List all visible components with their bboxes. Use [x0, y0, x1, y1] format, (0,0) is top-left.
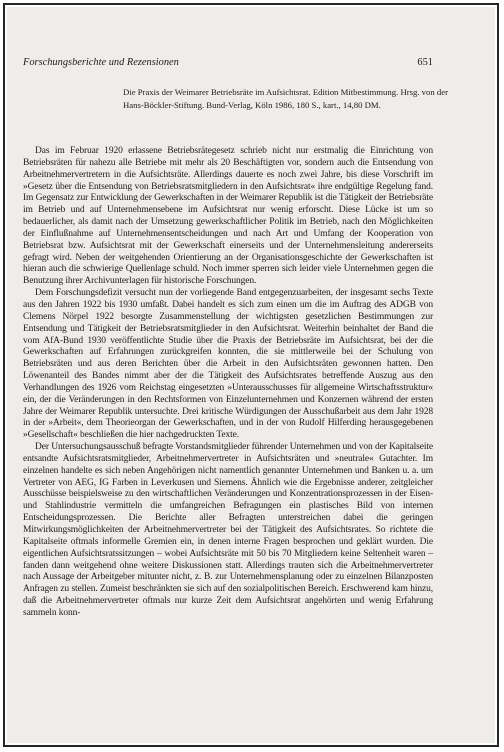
reviewed-book-reference: Die Praxis der Weimarer Betriebsräte im Aufsichtsrat. Edition Mitbestimmung. Hrsg. von der Hans-Böckler-Stiftung. Bund-Verlag, Köln 1986, 180 S., kart., 14,80 DM.	[123, 87, 448, 110]
body-paragraph: Der Untersuchungsausschuß befragte Vorstandsmitglieder führender Unternehmen und von der Kapitalseite entsandte Aufsichtsratsmitglieder, Arbeitnehmervertreter in Aufsichtsräten und »neutrale« Gutachter. Im einzelnen handelte es sich neben Angehörigen nicht namentlich genannter Unternehmen und Banken u. a. um Vertreter von AEG, IG Farben in Leverkusen und Siemens. Ähnlich wie die Ergebnisse anderer, zeitgleicher Ausschüsse beispielsweise zu den wirtschaftlichen Veränderungen und Konzentrationsprozessen in der Eisen- und Stahlindustrie vermitteln die umfangreichen Befragungen ein plastisches Bild von internen Entscheidungsprozessen. Die Berichte aller Befragten unterstreichen dabei die geringen Mitwirkungsmöglichkeiten der Arbeitnehmervertreter bei der Tätigkeit des Aufsichtsrates. So richtete die Kapitalseite oftmals informelle Gremien ein, in denen interne Fragen besprochen und geklärt wurden. Die eigentlichen Aufsichtsratssitzungen – wobei Aufsichtsräte mit 50 bis 70 Mitgliedern keine Seltenheit waren – fanden dann weitgehend ohne weitere Diskussionen statt. Allerdings trauten sich die Arbeitnehmervertreter nach Aussage der Arbeitgeber mitunter nicht, z. B. zur Unternehmensplanung oder zu einzelnen Bilanzposten Anfragen zu stellen. Zumeist beschränkten sie sich auf den sozialpolitischen Bereich. Erschwerend kam hinzu, daß die Arbeitnehmervertreter oftmals nur kurze Zeit dem Aufsichtsrat angehörten und wenig Erfahrung sammeln konn-	[23, 442, 433, 618]
page-number: 651	[417, 57, 433, 68]
body-paragraph: Das im Februar 1920 erlassene Betriebsrätegesetz schrieb nicht nur erstmalig die Einrichtung von Betriebsräten für nahezu alle Betriebe mit mehr als 20 Beschäftigten vor, sondern auch die Entsendung von Arbeitnehmervertretern in die Aufsichtsräte. Allerdings dauerte es noch zwei Jahre, bis diese Vorschrift im »Gesetz über die Entsendung von Betriebsratsmitgliedern in den Aufsichtsrat« ihre endgültige Regelung fand. Im Gegensatz zur Entwicklung der Gewerkschaften in der Weimarer Republik ist die Tätigkeit der Betriebsräte im Betrieb und auf Unternehmensebene im Aufsichtsrat nur wenig erforscht. Diese Lücke ist um so bedauerlicher, als damit nach der Umsetzung gewerkschaftlicher Politik im Betrieb, nach den Möglichkeiten der Einflußnahme auf Unternehmensentscheidungen und nach Art und Umfang der Kooperation von Betriebsrat bzw. Aufsichtsrat mit der Gewerkschaft einerseits und der Unternehmensleitung andererseits gefragt wird. Neben der weitgehenden Orientierung an der Organisationsgeschichte der Gewerkschaften ist hieran auch die schwierige Quellenlage schuld. Noch immer sperren sich leider viele Unternehmen gegen die Benutzung ihrer Archivunterlagen für historische Forschungen.	[23, 146, 433, 287]
running-header	[23, 56, 433, 70]
body-paragraph: Dem Forschungsdefizit versucht nun der vorliegende Band entgegenzuarbeiten, der insgesamt sechs Texte aus den Jahren 1922 bis 1930 umfaßt. Dabei handelt es sich zum einen um die im Auftrag des ADGB von Clemens Nörpel 1922 besorgte Zusammenstellung der wichtigsten gesetzlichen Bestimmungen zur Entsendung und Tätigkeit der Betriebsratsmitglieder in den Aufsichtsrat. Weiterhin beinhaltet der Band die vom AfA-Bund 1930 veröffentlichte Studie über die Praxis der Betriebsräte im Aufsichtsrat, bei der die Gewerkschaften auf Erfahrungen zurückgreifen konnten, die sie mittlerweile bei der Schulung von Betriebsräten und aus deren Berichten über die Arbeit in den Aufsichtsräten gewonnen hatten. Den Löwenanteil des Bandes nimmt aber der die Tätigkeit des Aufsichtsrates betreffende Auszug aus den Verhandlungen des 1926 vom Reichstag eingesetzten »Unterausschusses für allgemeine Wirtschaftsstruktur« ein, der die Veränderungen in den Rechtsformen von Einzelunternehmen und Konzernen während der ersten Jahre der Weimarer Republik untersuchte. Drei kritische Würdigungen der Ausschußarbeit aus dem Jahr 1928 in der »Arbeit«, dem Theorieorgan der Gewerkschaften, und in der von Rudolf Hilferding herausgegebenen »Gesellschaft« beschließen die hier nachgedruckten Texte.	[23, 288, 433, 441]
section-title: Forschungsberichte und Rezensionen	[23, 57, 179, 68]
review-body	[23, 146, 433, 620]
